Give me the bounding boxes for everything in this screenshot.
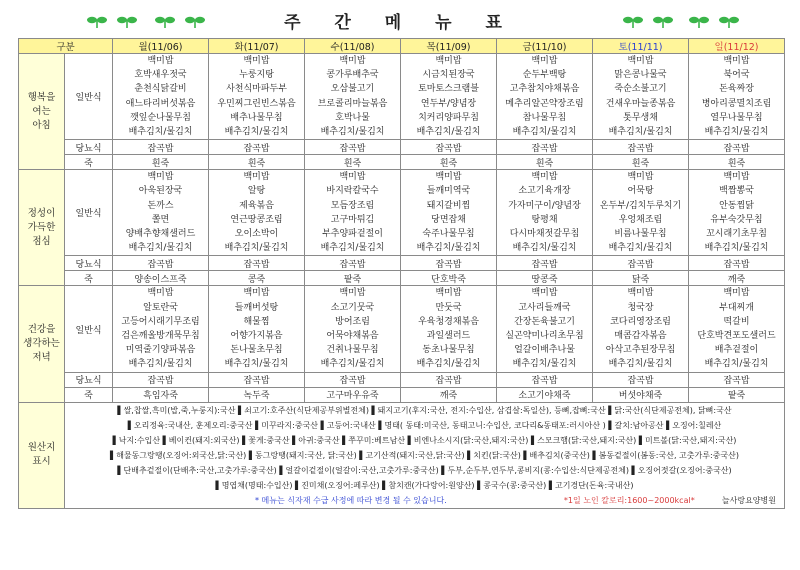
menu-item: 배추김치/물김치 [608,127,673,138]
origin-line: ▌명엽채(명태:수입산) ▌진미채(오징어:페루산) ▌참치캔(가다랑어:원양산) ▌콩국수(콩:중국산) ▌고기경단(돈육:국내산) [215,480,634,490]
menu-item: 들깨미역국 [426,186,471,197]
menu-item: 치커리양파무침 [418,112,479,123]
menu-item: 만둣국 [435,302,462,313]
meal-label-line: 아침 [32,119,51,131]
menu-item: 백미밥 [723,56,750,66]
menu-item: 방어조림 [335,316,370,327]
menu-item: 오삼불고기 [330,84,375,95]
menu-item: 토마토스크램블 [418,84,479,95]
menu-item: 바지락칼국수 [326,186,379,197]
day-header-thu: 목(11/09) [401,39,497,54]
meal-label [19,286,65,402]
menu-item: 백미밥 [339,288,366,299]
menu-item: 메추리알곤약장조림 [505,98,584,109]
meal-label-line: 정성이 [27,207,56,219]
diabetic-label: 당뇨식 [65,372,113,387]
diabetic-cell: 잡곡밥 [497,140,593,155]
menu-cell [401,170,497,256]
menu-item: 우육청경채볶음 [418,316,479,327]
menu-item: 배추김치/물김치 [320,243,385,254]
menu-item: 돈까스 [147,200,174,211]
menu-item: 백미밥 [339,56,366,66]
menu-item: 배추나물무침 [230,112,283,123]
menu-item: 북어국 [723,70,750,81]
porridge-cell: 녹두죽 [209,387,305,402]
porridge-cell: 흰죽 [401,155,497,170]
menu-item: 톳무생채 [623,112,658,123]
porridge-cell: 콩죽 [209,271,305,286]
menu-item: 실곤약미나리초무침 [505,331,584,342]
menu-item: 누룽지탕 [239,70,274,81]
menu-item: 애느타리버섯볶음 [125,98,196,109]
day-header-sun: 일(11/12) [689,39,785,54]
origin-line: ▌쌀,찹쌀,흑미(밥,죽,누룽지):국산 ▌쇠고기:호주산(식단제공부위별전체) ▌돼지고기(후지:국산, 전지:수입산, 삼겹살:독일산), 등뼈,잡뼈:국산 ▌닭:국산(식단제공전체), 닭뼈:국산 [117,405,732,415]
meal-general-row [19,286,785,372]
menu-item: 배추김치/물김치 [608,243,673,254]
menu-item: 백미밥 [531,56,558,66]
menu-item: 백미밥 [627,56,654,66]
menu-item: 콩가루배추국 [326,70,379,81]
diabetic-cell: 잡곡밥 [113,140,209,155]
header-row [19,39,785,54]
menu-cell [689,170,785,256]
menu-item: 사천식마파두부 [226,84,287,95]
menu-cell [497,286,593,372]
meal-label-line: 여는 [32,105,51,117]
diabetic-cell: 잡곡밥 [401,140,497,155]
menu-item: 호박나물 [335,112,370,123]
meal-general-row [19,54,785,140]
diabetic-label: 당뇨식 [65,140,113,155]
facility-name: 늘사랑요양병원 [721,495,776,505]
menu-item: 배추김치/물김치 [608,359,673,370]
menu-cell [401,54,497,140]
origin-label-line: 원산지 [27,442,56,454]
menu-item: 배추김치/물김치 [704,243,769,254]
menu-item: 배추김치/물김치 [320,127,385,138]
diabetic-label: 당뇨식 [65,256,113,271]
menu-item: 배추김치/물김치 [128,243,193,254]
origin-info [65,402,785,508]
menu-item: 돈나물초무침 [230,345,283,356]
menu-cell [209,286,305,372]
menu-item: 단호박견포도샐러드 [697,331,776,342]
meal-label [19,54,65,170]
porridge-label: 죽 [65,155,113,170]
menu-item: 오이소박이 [234,229,279,240]
menu-item: 우엉채조림 [618,214,663,225]
menu-item: 백미밥 [435,288,462,299]
diabetic-cell: 잡곡밥 [209,140,305,155]
menu-item: 배추김치/물김치 [416,127,481,138]
diabetic-cell: 잡곡밥 [305,256,401,271]
menu-cell [209,54,305,140]
day-header-wed: 수(11/08) [305,39,401,54]
meal-porridge-row [19,155,785,170]
general-label: 일반식 [65,170,113,256]
day-header-mon: 월(11/06) [113,39,209,54]
origin-line: ▌해물동그랑땡(오징어:외국산,닭:국산) ▌동그랑땡(돼지:국산, 닭:국산) ▌고기산적(돼지:국산,닭:국산) ▌치킨(닭:국산) ▌배추김치(중국산) ▌봄동겉절이(봄동:국산, 고춧가루:중국산) [110,450,739,460]
menu-item: 배추김치/물김치 [704,127,769,138]
menu-item: 과일샐러드 [426,331,471,342]
diabetic-cell: 잡곡밥 [113,372,209,387]
menu-cell [305,286,401,372]
porridge-cell: 땅콩죽 [497,271,593,286]
menu-item: 탕평채 [531,214,558,225]
menu-item: 얼갈이배추나물 [514,345,575,356]
menu-item: 백미밥 [627,172,654,183]
menu-item: 비름나물무침 [614,229,667,240]
menu-item: 동초나물무침 [422,345,475,356]
menu-cell [593,170,689,256]
origin-row [19,402,785,508]
origin-label-line: 표시 [32,456,51,468]
menu-item: 다시마채젓갈무침 [509,229,580,240]
menu-item: 아욱된장국 [138,186,183,197]
porridge-cell: 흰죽 [689,155,785,170]
menu-item: 시금치된장국 [422,70,475,81]
menu-item: 연근땅콩조림 [230,214,283,225]
menu-item: 고추참치야채볶음 [509,84,580,95]
general-label: 일반식 [65,286,113,372]
menu-item: 돼지갈비찜 [426,200,471,211]
menu-item: 춘천식닭갈비 [134,84,187,95]
porridge-cell: 버섯야채죽 [593,387,689,402]
menu-item: 온두부/김치두루치기 [599,200,682,211]
origin-line: ▌단배추겉절이(단배추:국산,고춧가루:중국산) ▌얼갈이겉절이(얼갈이:국산,고춧가루:중국산) ▌두부,순두부,연두부,콩비지(콩:수입산:식단제공전체) ▌오징어젓갈(오징어:중국산) [117,465,732,475]
menu-item: 백미밥 [243,288,270,299]
diabetic-cell: 잡곡밥 [593,372,689,387]
menu-item: 아삭고추된장무침 [605,345,676,356]
weekly-menu-table [18,38,785,509]
menu-item: 우민찌그린빈스볶음 [217,98,296,109]
menu-item: 소고기육개장 [518,186,571,197]
menu-item: 숙주나물무침 [422,229,475,240]
porridge-cell: 소고기야채죽 [497,387,593,402]
menu-cell [689,54,785,140]
menu-item: 백미밥 [147,56,174,66]
menu-item: 고사리들깨국 [518,302,571,313]
menu-item: 백미밥 [723,172,750,183]
porridge-cell: 흰죽 [593,155,689,170]
menu-cell [209,170,305,256]
menu-item: 열무나물무침 [710,112,763,123]
menu-item: 매콤감자볶음 [614,331,667,342]
menu-cell [689,286,785,372]
menu-item: 배추김치/물김치 [416,243,481,254]
menu-item: 소고기뭇국 [330,302,375,313]
menu-item: 죽순소불고기 [614,84,667,95]
menu-item: 배추김치/물김치 [128,127,193,138]
meal-diabetic-row [19,256,785,271]
diabetic-cell: 잡곡밥 [689,372,785,387]
menu-item: 배추김치/물김치 [224,127,289,138]
menu-item: 알토란국 [143,302,178,313]
diabetic-cell: 잡곡밥 [305,372,401,387]
porridge-cell: 단호박죽 [401,271,497,286]
meal-diabetic-row [19,372,785,387]
meal-label-line: 생각하는 [23,338,60,350]
menu-item: 배추김치/물김치 [320,359,385,370]
menu-item: 참나물무침 [522,112,567,123]
meal-label-line: 점심 [32,235,51,247]
menu-cell [305,170,401,256]
menu-item: 청국장 [627,302,654,313]
porridge-cell: 팥죽 [689,387,785,402]
menu-item: 배추김치/물김치 [704,359,769,370]
menu-item: 맑은콩나물국 [614,70,667,81]
menu-item: 양배추향채샐러드 [125,229,196,240]
meal-general-row [19,170,785,256]
meal-porridge-row [19,271,785,286]
menu-cell [497,54,593,140]
menu-item: 유부숙갓무침 [710,214,763,225]
menu-item: 배추김치/물김치 [512,243,577,254]
menu-item: 고등어시래기무조림 [121,316,200,327]
menu-cell [401,286,497,372]
menu-item: 백미밥 [243,172,270,183]
diabetic-cell: 잡곡밥 [497,372,593,387]
note-calorie: *1일 노인 칼로리:1600~2000kcal* [563,495,695,505]
menu-cell [593,286,689,372]
menu-item: 건취나물무침 [326,345,379,356]
menu-item: 배추김치/물김치 [128,359,193,370]
menu-item: 연두부/양념장 [420,98,477,109]
menu-item: 떡갈비 [723,316,750,327]
diabetic-cell: 잡곡밥 [497,256,593,271]
menu-item: 어묵탕 [627,186,654,197]
menu-item: 제육볶음 [239,200,274,211]
menu-item: 당면잡채 [431,214,466,225]
diabetic-cell: 잡곡밥 [209,256,305,271]
porridge-label: 죽 [65,271,113,286]
menu-item: 미역줄기양파볶음 [125,345,196,356]
menu-cell [113,286,209,372]
menu-item: 배추김치/물김치 [512,127,577,138]
origin-line: ▌낙지:수입산 ▌베이컨(돼지:외국산) ▌꽃게:중국산 ▌아귀:중국산 ▌쭈꾸미:베트남산 ▌비엔나소시지(닭:국산,돼지:국산) ▌스모크햄(닭:국산,돼지:국산) ▌미트볼(닭:국산,돼지:국산) [112,435,737,445]
menu-item: 돈육짜장 [719,84,754,95]
diabetic-cell: 잡곡밥 [401,256,497,271]
porridge-label: 죽 [65,387,113,402]
menu-item: 백미밥 [531,172,558,183]
menu-cell [113,170,209,256]
day-header-sat: 토(11/11) [593,39,689,54]
footer-notes [65,493,784,508]
menu-cell [497,170,593,256]
menu-item: 부추양파겉절이 [322,229,383,240]
menu-item: 들깨버섯탕 [234,302,279,313]
diabetic-cell: 잡곡밥 [209,372,305,387]
meal-label-line: 가득한 [27,221,56,233]
porridge-cell: 팥죽 [305,271,401,286]
menu-item: 알탕 [247,186,266,197]
menu-item: 배추김치/물김치 [416,359,481,370]
porridge-cell: 흰죽 [497,155,593,170]
menu-item: 가자미구이/양념장 [508,200,581,211]
porridge-cell: 깨죽 [689,271,785,286]
porridge-cell: 흰죽 [113,155,209,170]
menu-item: 쫄면 [151,214,170,225]
menu-item: 백짬뽕국 [719,186,754,197]
menu-item: 어묵야채볶음 [326,331,379,342]
menu-item: 브로콜리마늘볶음 [317,98,388,109]
meal-label-line: 저녁 [32,352,51,364]
menu-item: 부대찌개 [719,302,754,313]
origin-line: ▌오리정육:국내산, 훈제오리:중국산 ▌미꾸라지:중국산 ▌고등어:국내산 ▌명태( 동태:미국산, 동태고니:수입산, 코다리&동태포:러시아산 ) ▌갈치:남아공산 ▌오징어:칠레산 [127,420,722,430]
porridge-cell: 닭죽 [593,271,689,286]
menu-item: 백미밥 [723,288,750,299]
menu-item: 배추겉절이 [714,345,759,356]
menu-item: 호박새우젓국 [134,70,187,81]
day-header-fri: 금(11/10) [497,39,593,54]
menu-item: 병아리콩멸치조림 [701,98,772,109]
menu-item: 배추김치/물김치 [224,359,289,370]
menu-item: 백미밥 [243,56,270,66]
diabetic-cell: 잡곡밥 [593,140,689,155]
menu-item: 모듬장조림 [330,200,375,211]
menu-item: 어향가지볶음 [230,331,283,342]
porridge-cell: 흰죽 [305,155,401,170]
meal-label-line: 행복을 [27,91,56,103]
menu-item: 고구마튀김 [330,214,375,225]
diabetic-cell: 잡곡밥 [401,372,497,387]
diabetic-cell: 잡곡밥 [689,140,785,155]
diabetic-cell: 잡곡밥 [113,256,209,271]
menu-item: 백미밥 [531,288,558,299]
diabetic-cell: 잡곡밥 [593,256,689,271]
menu-cell [305,54,401,140]
porridge-cell: 고구마우유죽 [305,387,401,402]
meal-porridge-row [19,387,785,402]
meal-label [19,170,65,286]
porridge-cell: 양송이스프죽 [113,271,209,286]
menu-item: 백미밥 [627,288,654,299]
page-title: 주 간 메 뉴 표 [284,13,516,33]
menu-item: 간장돈육불고기 [514,316,575,327]
menu-item: 백미밥 [435,172,462,183]
note-menu-change: * 메뉴는 식자재 수급 사정에 따라 변경 될 수 있습니다. [255,495,447,505]
menu-cell [113,54,209,140]
meal-label-line: 건강을 [27,324,56,336]
menu-item: 안동찜닭 [719,200,754,211]
menu-item: 꼬시래기초무침 [706,229,767,240]
day-header-tue: 화(11/07) [209,39,305,54]
menu-item: 백미밥 [435,56,462,66]
meal-diabetic-row [19,140,785,155]
porridge-cell: 흰죽 [209,155,305,170]
porridge-cell: 흑임자죽 [113,387,209,402]
general-label: 일반식 [65,54,113,140]
menu-item: 백미밥 [339,172,366,183]
menu-item: 건새우마늘종볶음 [605,98,676,109]
porridge-cell: 깨죽 [401,387,497,402]
category-header: 구분 [19,39,113,54]
origin-label-text [19,441,64,469]
origin-label [19,402,65,508]
menu-item: 백미밥 [147,172,174,183]
menu-item: 코다리영장조림 [610,316,671,327]
menu-item: 백미밥 [147,288,174,299]
menu-cell [593,54,689,140]
menu-item: 해물찜 [243,316,270,327]
diabetic-cell: 잡곡밥 [305,140,401,155]
menu-item: 검은깨올방개묵무침 [121,331,200,342]
menu-item: 배추김치/물김치 [512,359,577,370]
menu-item: 순두부백탕 [522,70,567,81]
menu-item: 배추김치/물김치 [224,243,289,254]
menu-item: 깻잎순나물무침 [130,112,191,123]
diabetic-cell: 잡곡밥 [689,256,785,271]
